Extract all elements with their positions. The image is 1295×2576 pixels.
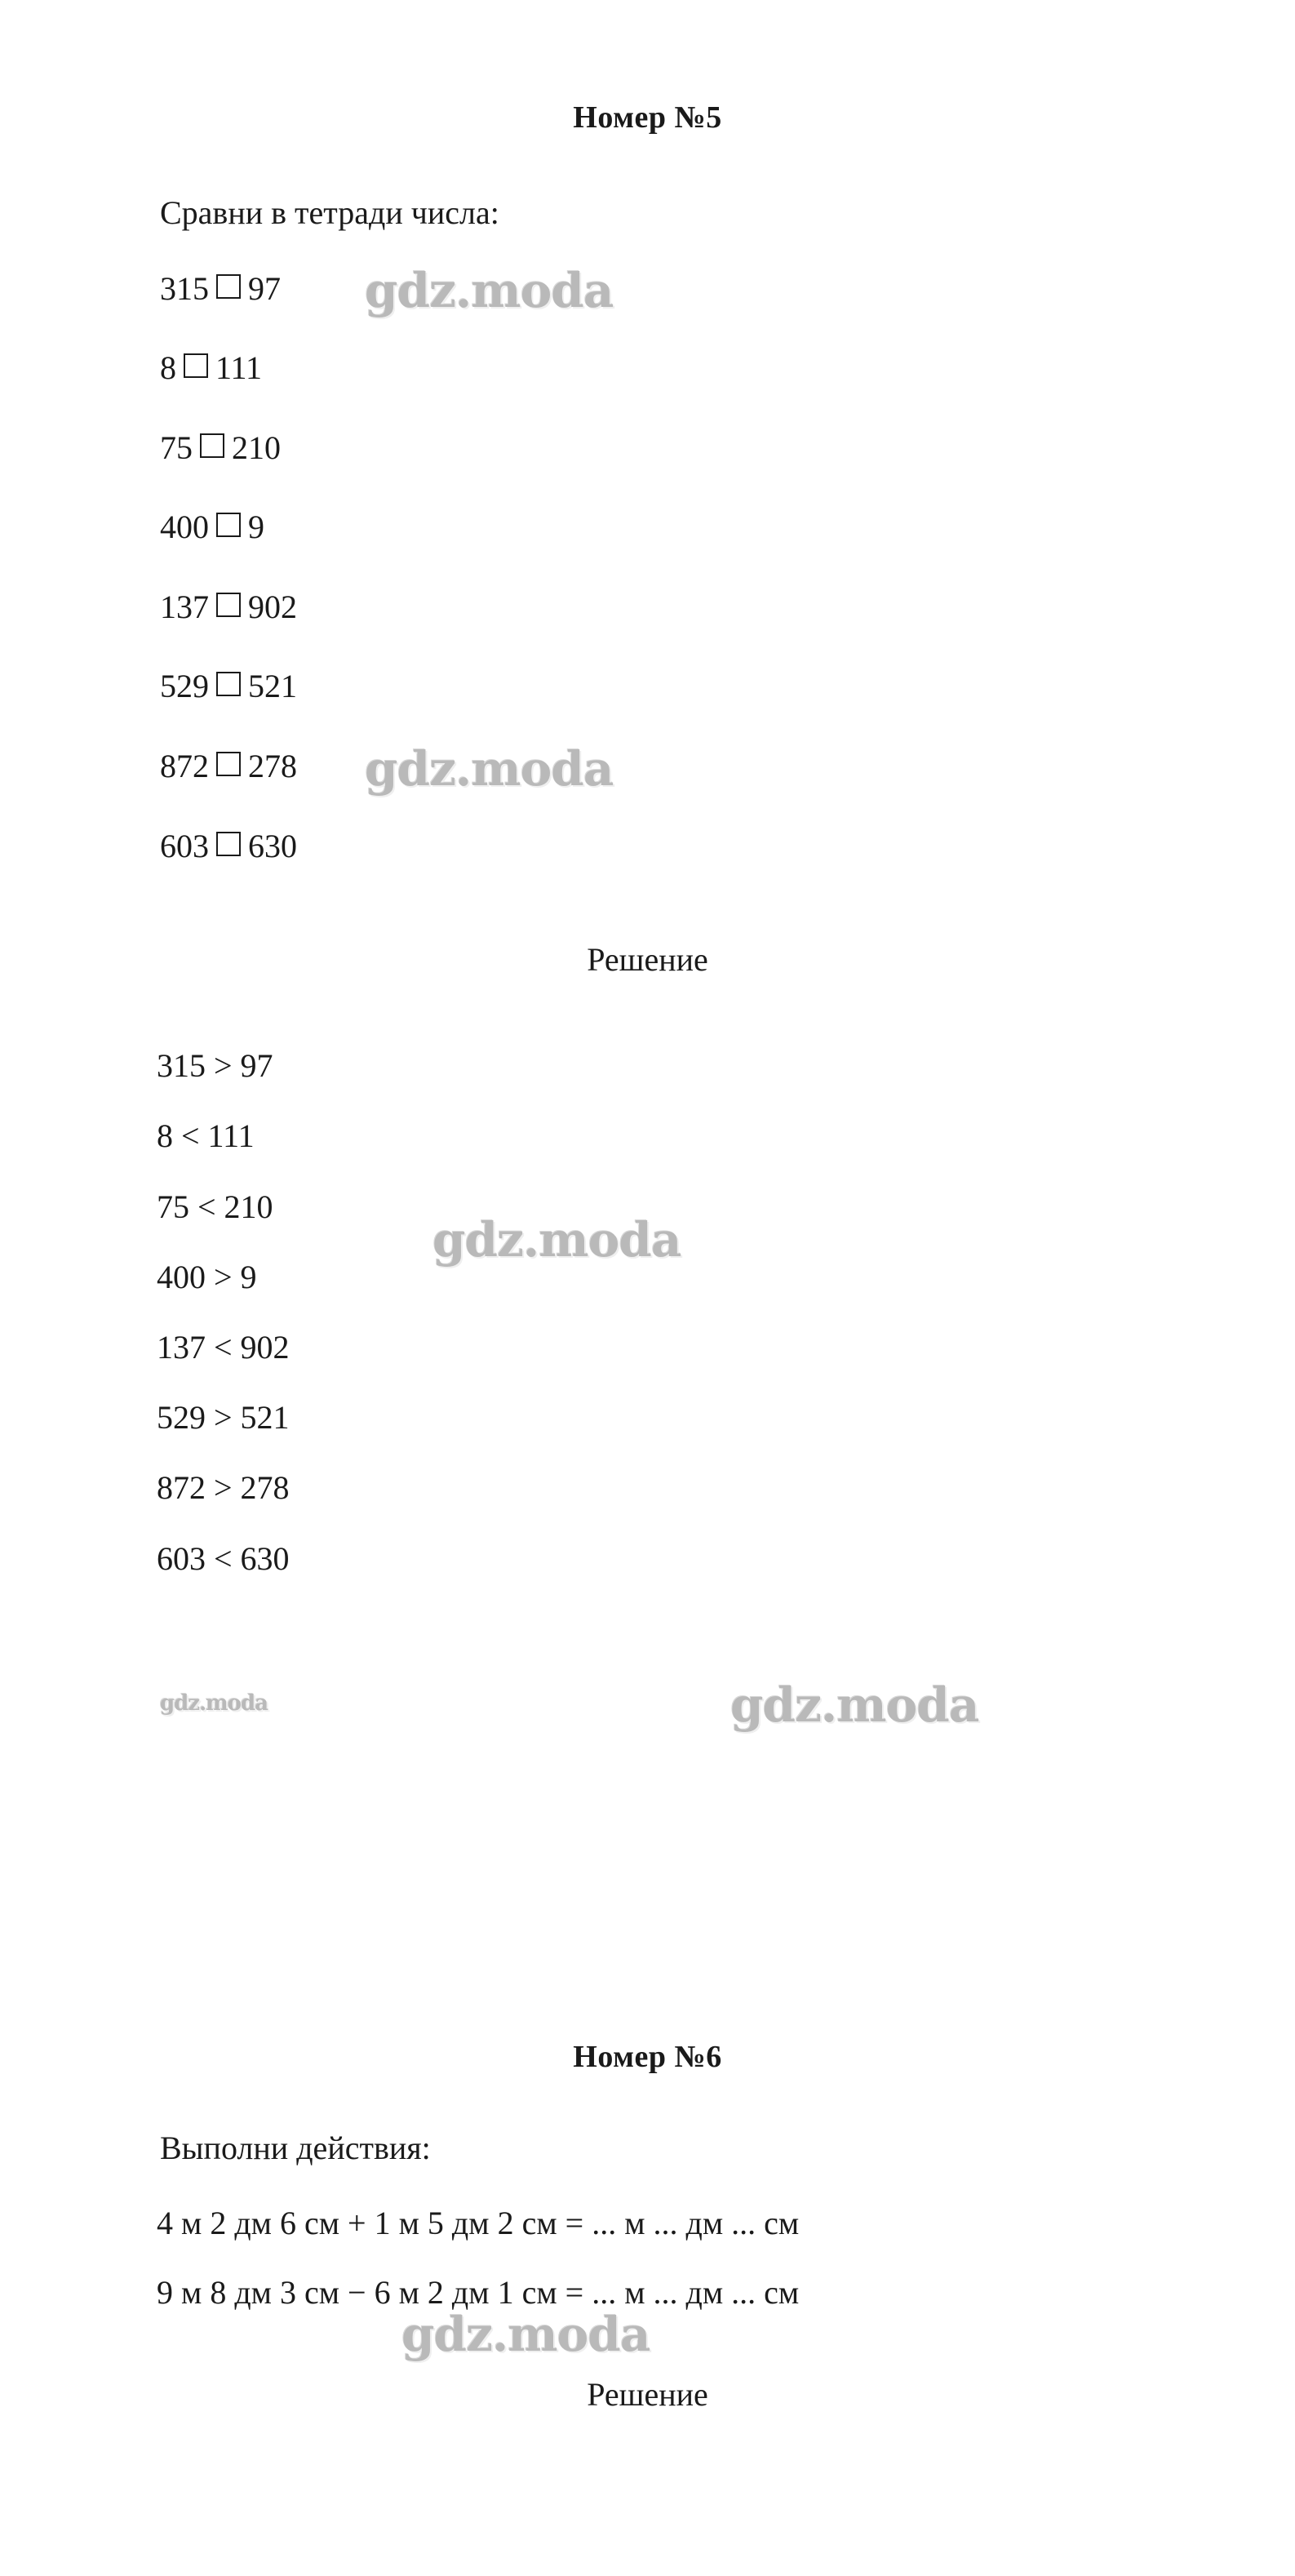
comparison-right-operand: 9	[248, 509, 264, 545]
task-5-intro: Сравни в тетради числа:	[160, 194, 499, 231]
answer-row-4: 400 > 9	[157, 1259, 257, 1295]
task-6-intro: Выполни действия:	[160, 2130, 431, 2166]
comparison-answer-box[interactable]	[216, 832, 241, 856]
comparison-right-operand: 210	[232, 429, 281, 466]
comparison-answer-box[interactable]	[216, 752, 241, 776]
comparison-row-7	[160, 747, 297, 785]
watermark-3: gdz.moda	[432, 1212, 681, 1268]
task-6-heading: Номер №6	[573, 2040, 722, 2074]
comparison-row-4	[160, 508, 264, 546]
comparison-left-operand: 872	[160, 748, 209, 784]
comparison-answer-box[interactable]	[216, 274, 241, 299]
comparison-right-operand: 630	[248, 828, 297, 864]
comparison-row-1	[160, 269, 281, 308]
task-5-heading: Номер №5	[573, 100, 722, 135]
task-5-solution-label: Решение	[587, 941, 708, 978]
answer-row-6: 529 > 521	[157, 1399, 290, 1436]
comparison-answer-box[interactable]	[216, 593, 241, 617]
comparison-row-5	[160, 588, 297, 626]
comparison-row-6	[160, 667, 297, 705]
answer-row-5: 137 < 902	[157, 1329, 290, 1366]
task-6-solution-label: Решение	[587, 2376, 708, 2413]
comparison-answer-box[interactable]	[216, 513, 241, 537]
comparison-right-operand: 97	[248, 270, 281, 307]
comparison-row-2	[160, 349, 262, 387]
answer-row-1: 315 > 97	[157, 1047, 273, 1084]
comparison-answer-box[interactable]	[184, 353, 208, 378]
answer-row-2: 8 < 111	[157, 1117, 255, 1154]
comparison-right-operand: 278	[248, 748, 297, 784]
comparison-right-operand: 521	[248, 668, 297, 704]
answer-row-8: 603 < 630	[157, 1540, 290, 1577]
comparison-left-operand: 137	[160, 588, 209, 625]
comparison-left-operand: 400	[160, 509, 209, 545]
comparison-left-operand: 603	[160, 828, 209, 864]
comparison-left-operand: 8	[160, 349, 176, 386]
watermark-6: gdz.moda	[401, 2307, 650, 2362]
comparison-right-operand: 902	[248, 588, 297, 625]
comparison-row-8	[160, 827, 297, 865]
comparison-answer-box[interactable]	[216, 672, 241, 696]
answer-row-7: 872 > 278	[157, 1469, 290, 1506]
watermark-4: gdz.moda	[160, 1691, 268, 1716]
comparison-left-operand: 529	[160, 668, 209, 704]
watermark-5: gdz.moda	[730, 1677, 979, 1733]
watermark-2: gdz.moda	[365, 741, 614, 797]
action-row-1: 4 м 2 дм 6 см + 1 м 5 дм 2 см = ... м ... дм ... см	[157, 2205, 800, 2241]
answer-row-3: 75 < 210	[157, 1188, 273, 1225]
comparison-answer-box[interactable]	[200, 433, 224, 458]
comparison-row-3	[160, 429, 281, 467]
watermark-1: gdz.moda	[365, 263, 614, 318]
action-row-2: 9 м 8 дм 3 см − 6 м 2 дм 1 см = ... м ... дм ... см	[157, 2274, 800, 2311]
comparison-right-operand: 111	[215, 349, 263, 386]
comparison-left-operand: 75	[160, 429, 193, 466]
comparison-left-operand: 315	[160, 270, 209, 307]
